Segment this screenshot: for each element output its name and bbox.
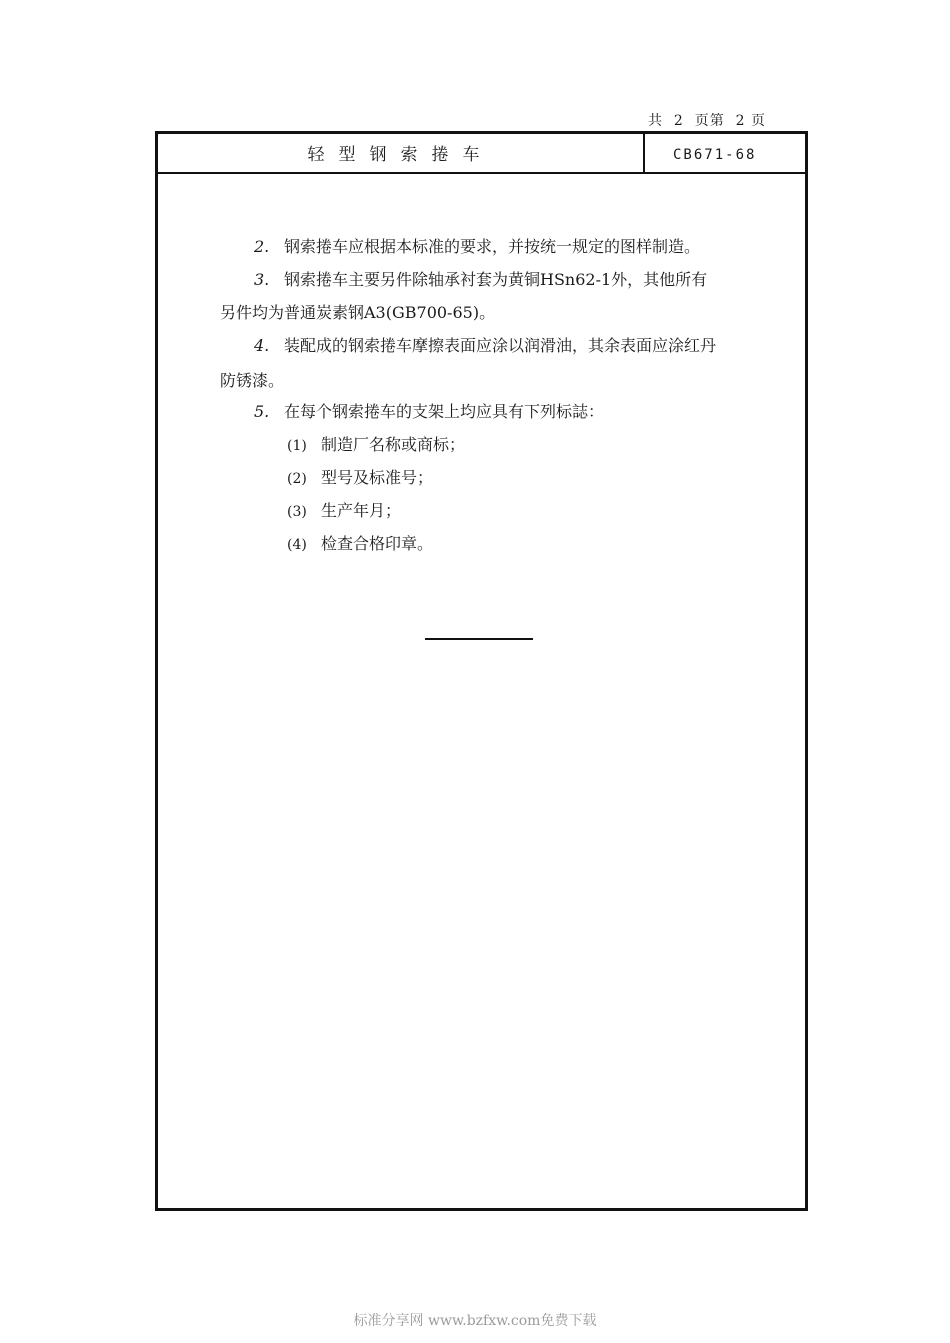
clause-3: [254, 263, 707, 297]
clause-3-continued: 另件均为普通炭素钢A3(GB700-65)。: [220, 303, 496, 322]
standard-code: CB671-68: [673, 147, 757, 163]
marking-number: (3): [287, 504, 307, 520]
marking-item: [287, 494, 401, 529]
clause-text: 装配成的钢索捲车摩擦表面应涂以润滑油，其余表面应涂红丹: [284, 336, 717, 355]
marking-item: [287, 527, 433, 562]
clause-text: 钢索捲车应根据本标准的要求，并按统一规定的图样制造。: [284, 237, 701, 256]
clause-5: [254, 395, 604, 429]
marking-text: 生产年月；: [321, 501, 402, 520]
clause-number: 3.: [254, 270, 270, 289]
marking-number: (1): [287, 438, 307, 454]
marking-item: [287, 428, 465, 463]
page-label: 页第: [694, 113, 725, 129]
current-page: 2: [735, 113, 746, 129]
marking-number: (2): [287, 471, 307, 487]
clause-number: 2.: [254, 237, 270, 256]
clause-number: 4.: [254, 336, 270, 355]
page-suffix: 页: [751, 113, 767, 129]
page-counter: [648, 110, 766, 130]
marking-text: 型号及标准号；: [321, 468, 434, 487]
document-title: 轻型钢索捲车: [158, 134, 645, 172]
marking-number: (4): [287, 537, 307, 553]
clause-text: 在每个钢索捲车的支架上均应具有下列标誌：: [284, 402, 605, 421]
clause-number: 5.: [254, 402, 270, 421]
watermark-footer: 标准分享网 www.bzfxw.com免费下载: [353, 1313, 597, 1329]
clause-4: [254, 329, 716, 363]
marking-text: 制造厂名称或商标；: [321, 435, 466, 454]
clause-4-continued: 防锈漆。: [220, 371, 285, 390]
marking-text: 检查合格印章。: [321, 534, 434, 553]
clause-text: 钢索捲车主要另件除轴承衬套为黄铜HSn62-1外，其他所有: [284, 270, 708, 289]
total-label: 共: [648, 113, 663, 129]
header-row: [158, 134, 805, 174]
marking-item: [287, 461, 433, 496]
total-pages: 2: [673, 113, 684, 129]
end-rule: [425, 638, 533, 640]
clause-2: [254, 230, 700, 264]
